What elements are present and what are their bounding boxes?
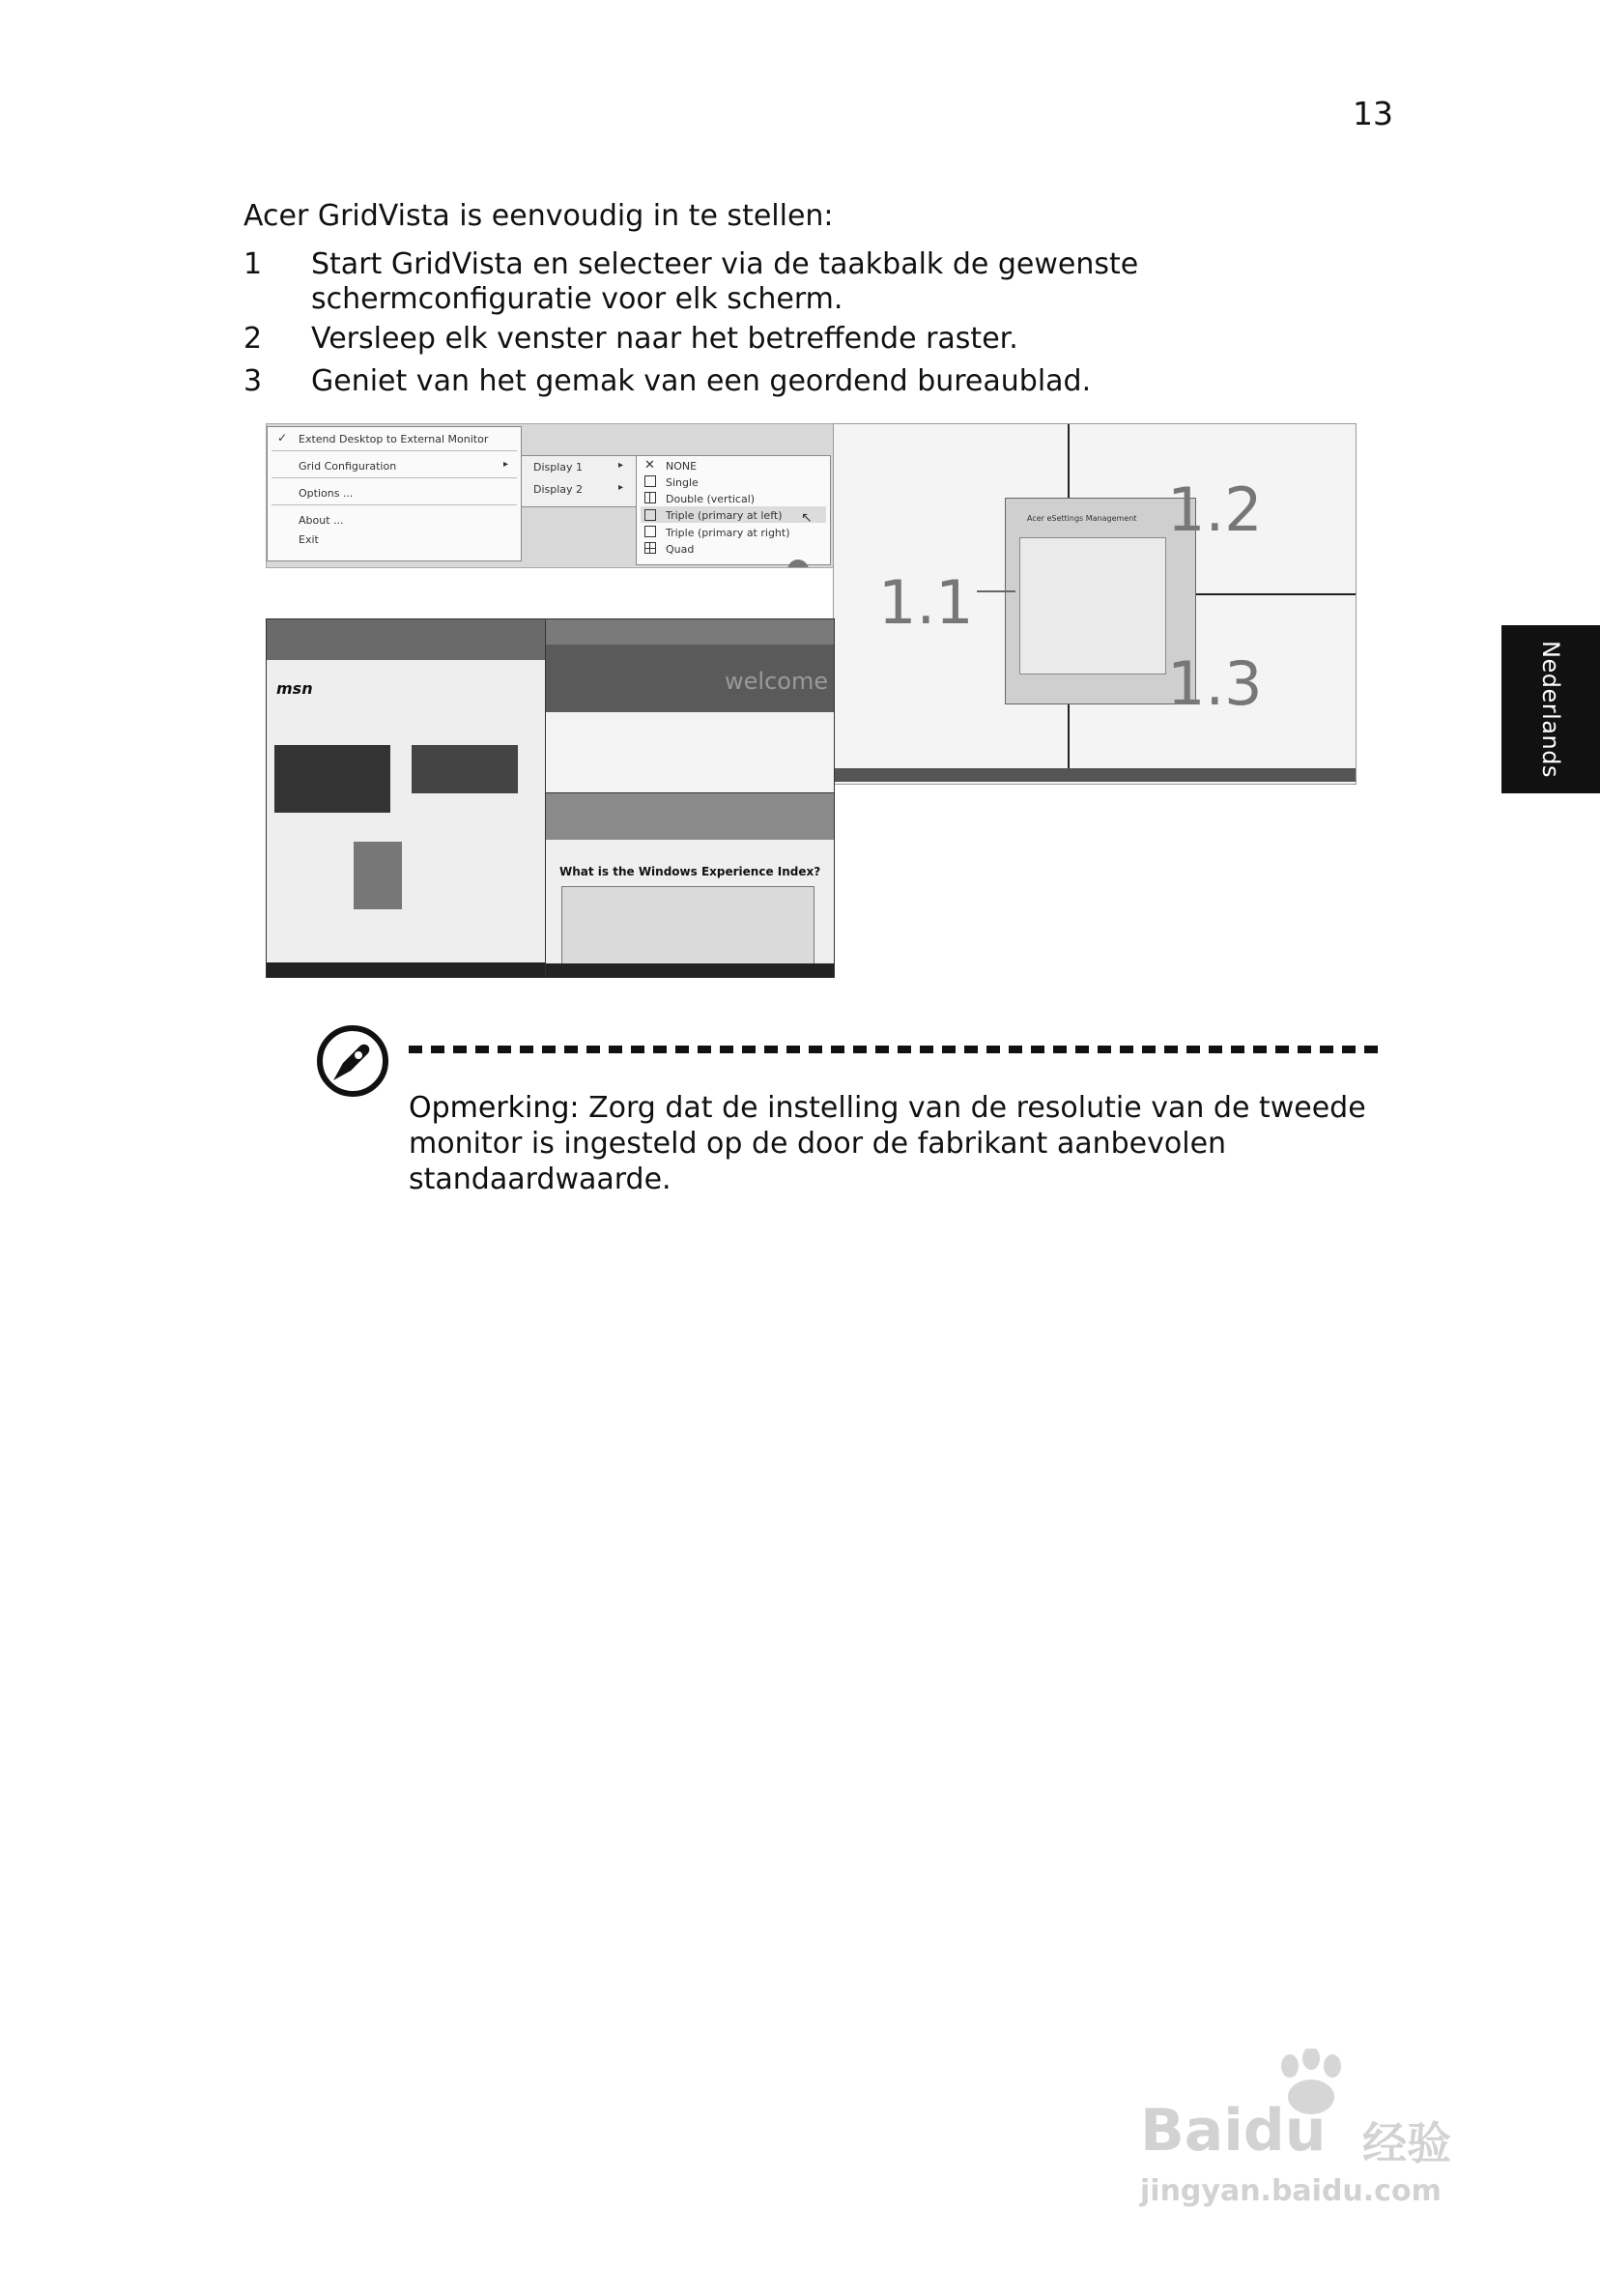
grid-diagram <box>833 423 1357 785</box>
note-pen-icon <box>316 1024 389 1098</box>
triple-right-grid-icon <box>644 526 656 537</box>
step-text <box>311 247 1181 317</box>
chevron-right-icon: ▸ <box>503 459 509 470</box>
triple-left-grid-icon <box>644 509 656 521</box>
browser-window-left <box>266 618 547 978</box>
note-label: Opmerking: <box>409 1091 580 1125</box>
callout-line <box>977 590 1015 592</box>
chevron-right-icon: ▸ <box>618 482 624 493</box>
step-3 <box>243 364 1210 399</box>
menu-item-grid-configuration[interactable]: Grid Configuration <box>299 460 397 473</box>
step-text-line: schermconfiguratie voor elk scherm. <box>311 282 843 316</box>
ribbon-toolbar <box>546 793 834 840</box>
step-number: 2 <box>243 322 263 356</box>
menu-item-extend-desktop[interactable]: Extend Desktop to External Monitor <box>299 433 489 445</box>
browser-toolbar <box>267 619 546 660</box>
step-text: Geniet van het gemak van een geordend bureaublad. <box>311 364 1092 398</box>
baidu-watermark <box>1140 2049 1507 2213</box>
news-image <box>274 745 390 813</box>
intro-text: Acer GridVista is eenvoudig in te stellen: <box>243 199 834 233</box>
menu-divider <box>271 477 517 478</box>
gridvista-context-menu <box>267 426 522 561</box>
step-2 <box>243 322 1210 357</box>
step-text-line: Start GridVista en selecteer via de taakbalk de gewenste <box>311 247 1139 281</box>
close-icon: ✕ <box>644 458 655 473</box>
single-grid-icon <box>644 475 656 487</box>
display-submenu <box>521 455 637 507</box>
menu-divider <box>271 450 517 451</box>
thumbnail-image <box>354 842 402 909</box>
grid-option-quad[interactable]: Quad <box>666 543 695 556</box>
app-window-panel <box>1019 537 1166 674</box>
taskbar <box>267 962 546 977</box>
taskbar <box>834 768 1356 782</box>
submenu-item-display-2[interactable]: Display 2 <box>533 483 584 496</box>
callout-1-2: 1.2 <box>1167 474 1263 545</box>
menu-item-about[interactable]: About ... <box>299 514 344 527</box>
language-tab-label: Nederlands <box>1537 641 1564 778</box>
menu-screenshot <box>266 423 835 568</box>
note-body: Zorg dat de instelling van de resolutie van de tweede monitor is ingesteld op de door de fabrikant aanbevolen standaardwaarde. <box>409 1091 1366 1196</box>
embedded-window <box>561 886 814 965</box>
app-window-title: Acer eSettings Management <box>1027 514 1137 523</box>
callout-1-1: 1.1 <box>878 567 974 638</box>
taskbar <box>546 963 834 977</box>
quad-grid-icon <box>644 542 656 554</box>
step-number: 1 <box>243 247 263 281</box>
grid-options-submenu <box>636 455 831 565</box>
grid-option-triple-left[interactable]: Triple (primary at left) <box>666 509 783 522</box>
grid-option-single[interactable]: Single <box>666 476 699 489</box>
double-grid-icon <box>644 492 656 503</box>
menu-divider <box>271 504 517 505</box>
gridvista-screenshot <box>266 423 1355 977</box>
browser-window-right-top <box>545 618 835 794</box>
step-1 <box>243 247 1210 317</box>
step-text: Versleep elk venster naar het betreffende raster. <box>311 322 1018 356</box>
browser-window-right-bottom <box>545 792 835 978</box>
submenu-item-display-1[interactable]: Display 1 <box>533 461 584 474</box>
welcome-text: welcome <box>725 668 829 695</box>
watermark-brand: Baidu <box>1140 2097 1327 2165</box>
msn-logo: msn <box>276 679 313 698</box>
grid-option-double[interactable]: Double (vertical) <box>666 493 756 505</box>
step-number: 3 <box>243 364 263 398</box>
browser-toolbar <box>546 619 834 645</box>
check-icon: ✓ <box>277 431 288 445</box>
page-number: 13 <box>1353 95 1393 132</box>
watermark-chinese: 经验 <box>1362 2117 1451 2169</box>
language-tab <box>1501 625 1600 793</box>
ad-banner <box>412 745 518 793</box>
menu-item-exit[interactable]: Exit <box>299 533 319 546</box>
grid-option-none[interactable]: NONE <box>666 460 698 473</box>
note-separator <box>409 1046 1385 1053</box>
help-heading: What is the Windows Experience Index? <box>559 865 821 878</box>
watermark-url: jingyan.baidu.com <box>1140 2174 1442 2208</box>
callout-1-3: 1.3 <box>1167 648 1263 719</box>
cursor-icon: ↖ <box>801 510 813 526</box>
note-text <box>409 1090 1394 1197</box>
chevron-right-icon: ▸ <box>618 460 624 471</box>
menu-item-options[interactable]: Options ... <box>299 487 354 500</box>
grid-option-triple-right[interactable]: Triple (primary at right) <box>666 527 790 539</box>
